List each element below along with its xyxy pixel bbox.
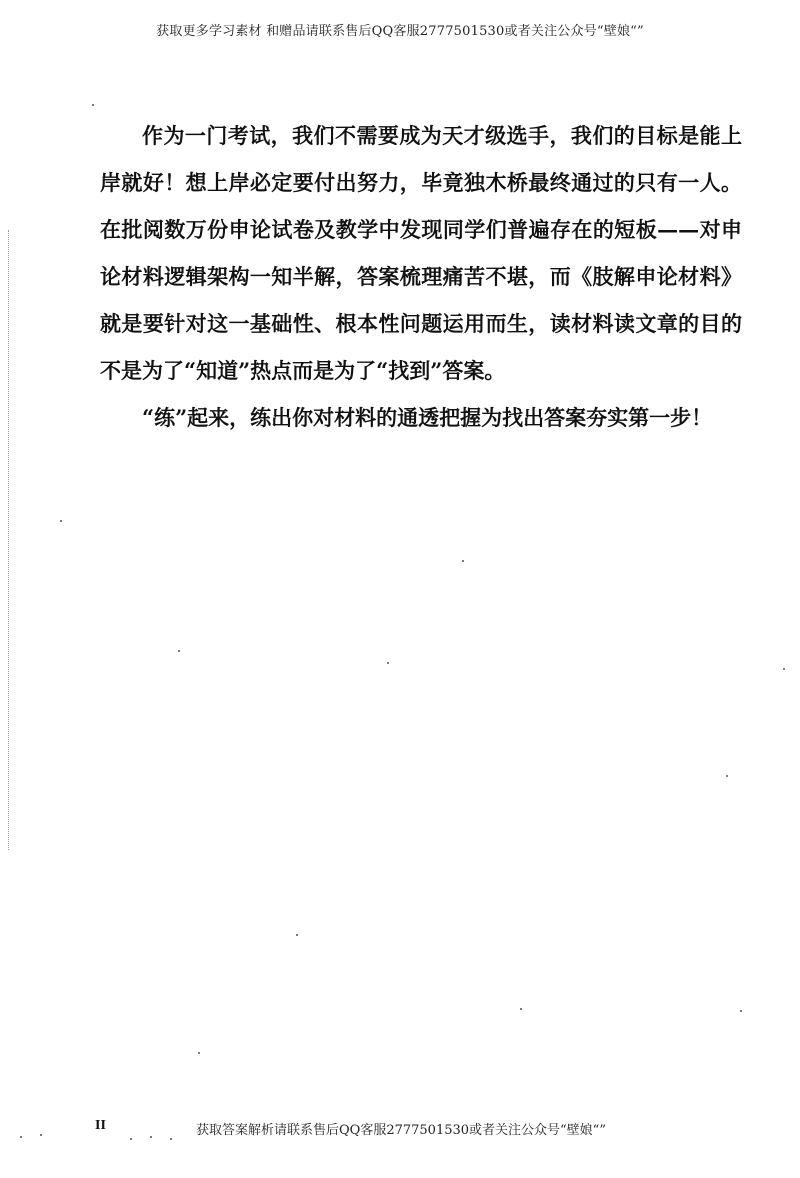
- scan-speck: [40, 1134, 42, 1136]
- scan-speck: [783, 668, 785, 670]
- scan-speck: [740, 1010, 742, 1012]
- header-note: 获取更多学习素材 和赠品请联系售后QQ客服2777501530或者关注公众号“壁娘“”: [156, 24, 644, 39]
- scan-edge-mark: [8, 230, 10, 850]
- scan-speck: [60, 520, 62, 522]
- scan-speck: [130, 1138, 132, 1140]
- page-number: II: [95, 1118, 106, 1133]
- scan-speck: [20, 1136, 22, 1138]
- scan-speck: [150, 1136, 152, 1138]
- scan-speck: [198, 1052, 200, 1054]
- scan-speck: [462, 560, 464, 562]
- footer: [0, 1118, 800, 1142]
- footer-note: 获取答案解析请联系售后QQ客服2777501530或者关注公众号“壁娘“”: [196, 1123, 606, 1138]
- scan-speck: [296, 934, 298, 936]
- scan-speck: [178, 650, 180, 652]
- paragraph: 作为一门考试，我们不需要成为天才级选手，我们的目标是能上岸就好！想上岸必定要付出努力，毕竟独木桥最终通过的只有一人。在批阅数万份申论试卷及教学中发现同学们普遍存在的短板——对申论材料逻辑架构一知半解，答案梳理痛苦不堪，而《肢解申论材料》就是要针对这一基础性、根本性问题运用而生，读材料读文章的目的不是为了“知道”热点而是为了“找到”答案。: [100, 123, 742, 383]
- body-text: [100, 112, 742, 441]
- scan-speck: [92, 104, 94, 106]
- scan-speck: [520, 1008, 522, 1010]
- scan-speck: [726, 775, 728, 777]
- scan-speck: [170, 1138, 172, 1140]
- scan-speck: [387, 662, 389, 664]
- paragraph: “练”起来，练出你对材料的通透把握为找出答案夯实第一步！: [142, 405, 713, 430]
